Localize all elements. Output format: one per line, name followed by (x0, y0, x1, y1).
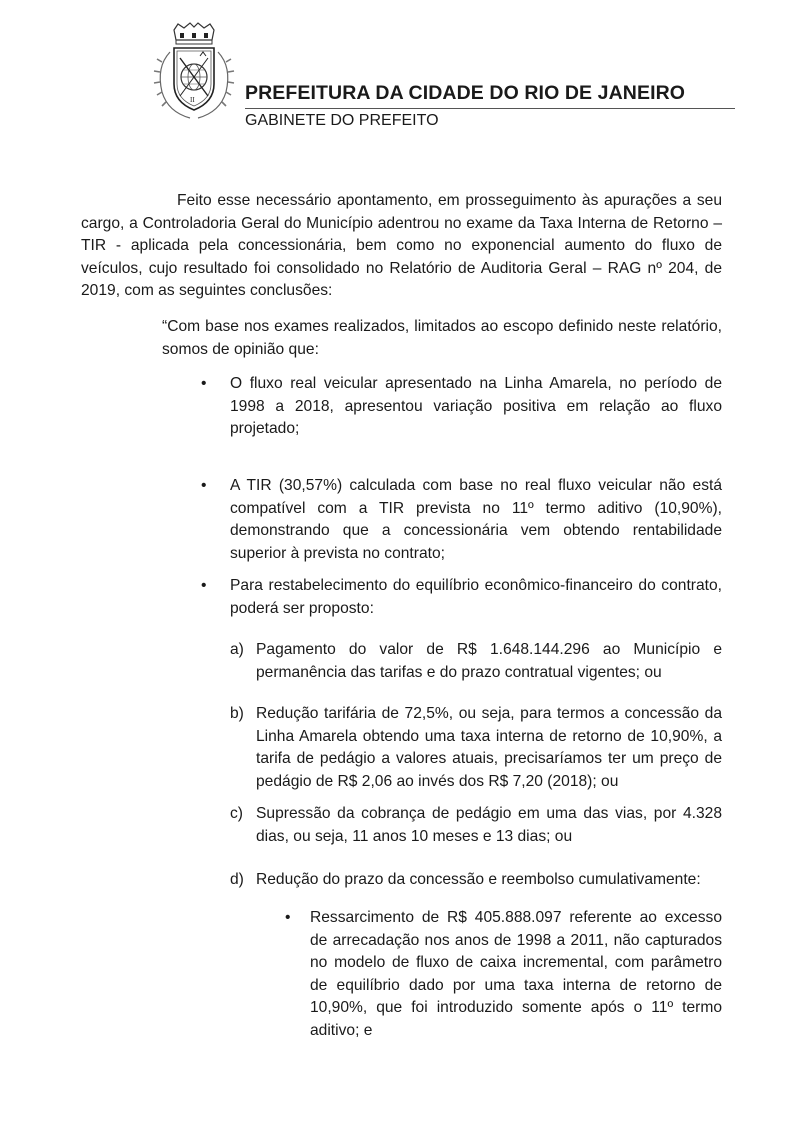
option-label: a) (230, 641, 244, 658)
option-item-b (230, 703, 722, 793)
organization-subtitle: GABINETE DO PREFEITO (245, 112, 439, 129)
sub-bullet-item (280, 907, 722, 1042)
bullet-icon: • (201, 375, 207, 392)
option-text: Redução do prazo da concessão e reembolso cumulativamente: (256, 871, 701, 888)
bullet-icon: • (201, 577, 207, 594)
option-label: c) (230, 805, 243, 822)
bullet-icon: • (201, 477, 207, 494)
letterhead (150, 22, 740, 127)
bullet-item (196, 373, 722, 441)
option-item-a (230, 639, 722, 684)
bullet-text: O fluxo real veicular apresentado na Linha Amarela, no período de 1998 a 2018, apresentou variação positiva em relação ao fluxo projetado; (230, 375, 722, 437)
intro-paragraph: Feito esse necessário apontamento, em prosseguimento às apurações a seu cargo, a Controladoria Geral do Município adentrou no exame da Taxa Interna de Retorno –TIR - aplicada pela concessionária, bem como no exponencial aumento do fluxo de veículos, cujo resultado foi consolidado no Relatório de Auditoria Geral – RAG nº 204, de 2019, com as seguintes conclusões: (81, 192, 722, 299)
bullet-item (196, 575, 722, 620)
option-item-c (230, 803, 722, 848)
option-text: Pagamento do valor de R$ 1.648.144.296 ao Município e permanência das tarifas e do prazo contratual vigentes; ou (256, 641, 722, 681)
option-label: d) (230, 871, 244, 888)
option-item-d (230, 869, 722, 892)
sub-bullet-text: Ressarcimento de R$ 405.888.097 referente ao excesso de arrecadação nos anos de 1998 a 2011, não capturados no modelo de fluxo de caixa incremental, com parâmetro de equilíbrio dado por uma taxa interna de retorno de 10,90%, que foi introduzido somente após o 11º termo aditivo; e (310, 909, 722, 1039)
bullet-icon: • (285, 909, 291, 926)
option-text: Supressão da cobrança de pedágio em uma das vias, por 4.328 dias, ou seja, 11 anos 10 meses e 13 dias; ou (256, 805, 722, 845)
header-divider (245, 108, 735, 109)
bullet-text: A TIR (30,57%) calculada com base no real fluxo veicular não está compatível com a TIR prevista no 11º termo aditivo (10,90%), demonstrando que a concessionária vem obtendo rentabilidade superior à prevista no contrato; (230, 477, 722, 562)
organization-title: PREFEITURA DA CIDADE DO RIO DE JANEIRO (245, 82, 686, 104)
bullet-text: Para restabelecimento do equilíbrio econômico-financeiro do contrato, poderá ser proposto: (230, 577, 722, 617)
option-text: Redução tarifária de 72,5%, ou seja, para termos a concessão da Linha Amarela obtendo uma taxa interna de retorno de 10,90%, a tarifa de pedágio a valores atuais, precisaríamos ter um preço de pedágio de R$ 2,06 ao invés dos R$ 7,20 (2018); ou (256, 705, 722, 790)
city-coat-of-arms-icon (150, 22, 238, 127)
option-label: b) (230, 705, 244, 722)
quote-lead-paragraph: “Com base nos exames realizados, limitados ao escopo definido neste relatório, somos de opinião que: (162, 318, 722, 358)
bullet-item (196, 475, 722, 565)
svg-text:II: II (190, 96, 195, 104)
